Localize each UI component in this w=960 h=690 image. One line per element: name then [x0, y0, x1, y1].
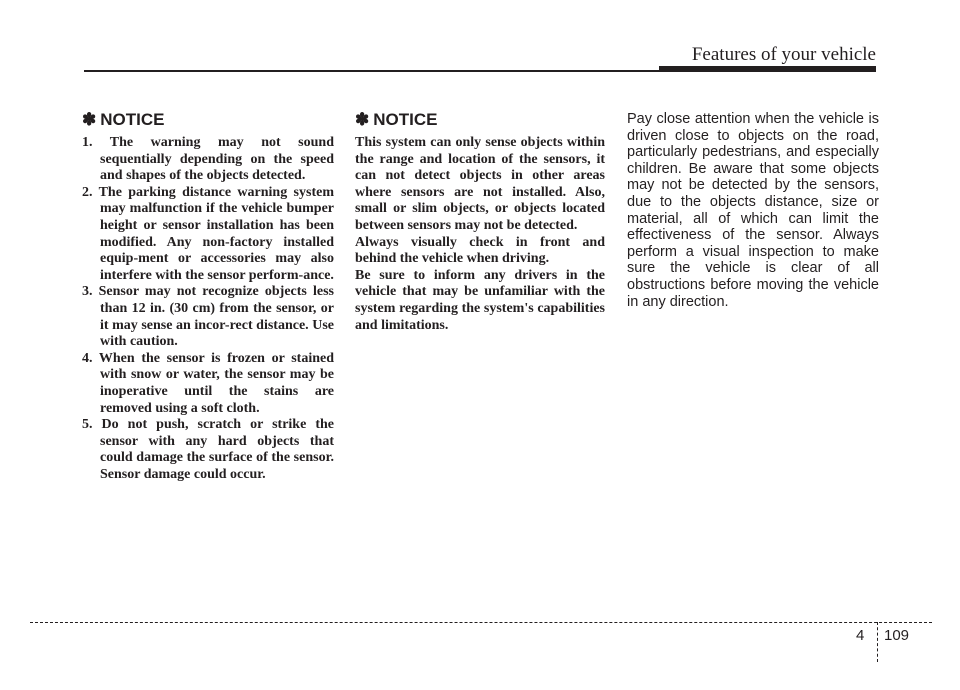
footer-vertical-divider	[877, 622, 878, 662]
chapter-number: 4	[856, 627, 865, 644]
notice-star-icon: ✽	[82, 110, 97, 129]
section-title: Features of your vehicle	[691, 44, 876, 65]
list-item: 4. When the sensor is frozen or stained with snow or water, the sensor may be inoperative until the stains are removed using a soft cloth.	[82, 350, 334, 416]
notice-list	[82, 135, 334, 483]
notice-column-1	[82, 110, 334, 483]
notice-heading-2	[355, 110, 605, 130]
notice-paragraph: This system can only sense objects within the range and location of the sensors, it can not detect objects in other areas where sensors are not installed. Also, small or slim objects, or objects located between sensors may not be detected.	[355, 135, 605, 233]
list-item: 3. Sensor may not recognize objects less than 12 in. (30 cm) from the sensor, or it may sense an incor-rect distance. Use with caution.	[82, 284, 334, 350]
notice-title: NOTICE	[373, 110, 438, 129]
notice-heading-1	[82, 110, 334, 130]
notice-paragraph: Be sure to inform any drivers in the vehicle that may be unfamiliar with the system regarding the system's capabilities and limitations.	[355, 267, 605, 333]
page-number: 109	[884, 627, 910, 644]
notice-title: NOTICE	[100, 110, 165, 129]
list-item: 1. The warning may not sound sequentially depending on the speed and shapes of the objects detected.	[82, 135, 334, 184]
list-item: 5. Do not push, scratch or strike the sensor with any hard objects that could damage the surface of the sensor. Sensor damage could occur.	[82, 417, 334, 482]
body-paragraph: Pay close attention when the vehicle is driven close to objects on the road, particularly pedestrians, and especially children. Be aware that some objects may not be detected by the sensors, due to the objects distance, size or material, all of which can limit the effectiveness of the sensor. Always perform a visual inspection to make sure the vehicle is clear of all obstructions before moving the vehicle in any direction.	[627, 111, 879, 310]
notice-star-icon: ✽	[355, 110, 370, 129]
notice-text	[355, 135, 605, 334]
list-item: 2. The parking distance warning system may malfunction if the vehicle bumper height or sensor installation has been modified. Any non-factory installed equip-ment or accessories may also interfere with the sensor perform-ance.	[82, 184, 334, 283]
notice-paragraph: Always visually check in front and behind the vehicle when driving.	[355, 234, 605, 267]
header-accent-bar	[659, 66, 876, 72]
notice-column-2	[355, 110, 605, 334]
footer-divider	[30, 622, 932, 623]
body-column	[627, 111, 879, 310]
